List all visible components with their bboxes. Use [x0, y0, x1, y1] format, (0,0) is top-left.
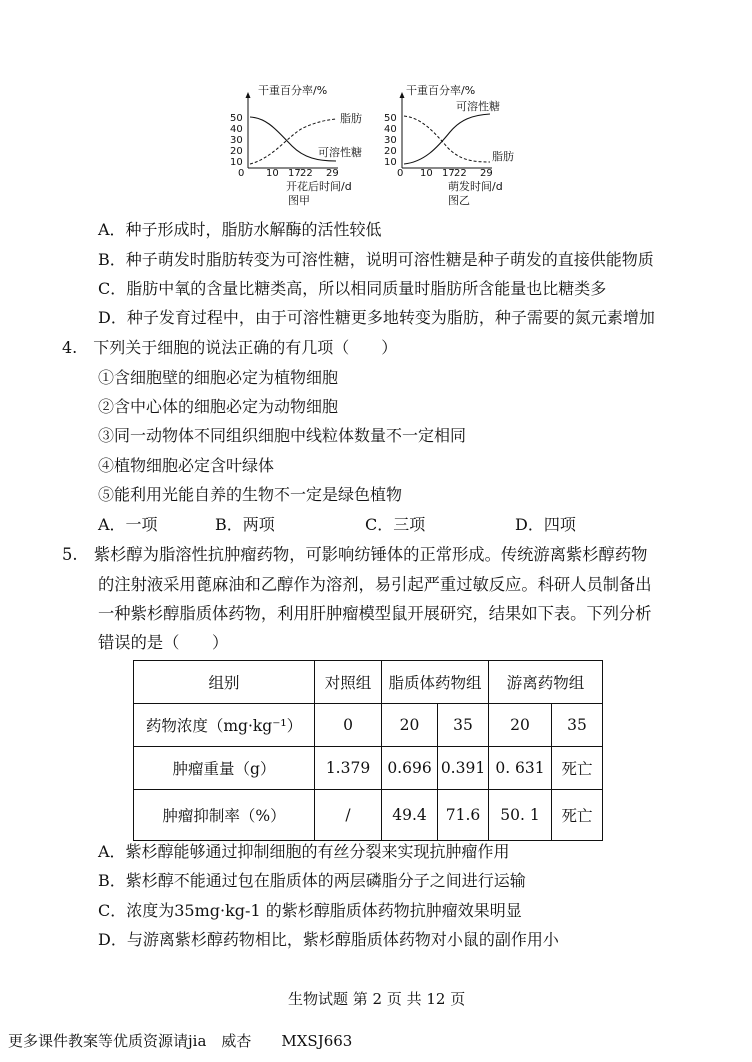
q5-option-c[interactable]: C．浓度为35mg·kg-1 的紫杉醇脂质体药物抗肿瘤效果明显 — [98, 901, 522, 920]
table-cell: 35 — [552, 704, 603, 747]
q3-option-c[interactable]: C．脂肪中氧的含量比糖类高，所以相同质量时脂肪所含能量也比糖类多 — [98, 279, 607, 298]
table-cell: 死亡 — [552, 747, 603, 790]
q4-item: ③同一动物体不同组织细胞中线粒体数量不一定相同 — [98, 426, 467, 445]
table-cell: 肿瘤重量（g） — [134, 747, 315, 790]
table-cell: 0.391 — [438, 747, 489, 790]
table-cell: 肿瘤抑制率（%） — [134, 790, 315, 841]
xtick: 22 — [454, 168, 467, 179]
table-cell: 1.379 — [315, 747, 382, 790]
q5-option-a[interactable]: A．紫杉醇能够通过抑制细胞的有丝分裂来实现抗肿瘤作用 — [98, 842, 510, 861]
fig-left-caption: 图甲 — [288, 194, 310, 207]
table-cell: 0 — [315, 704, 382, 747]
ytick: 50 — [230, 113, 243, 124]
table-cell: 0. 631 — [489, 747, 552, 790]
page-number: 生物试题 第 2 页 共 12 页 — [288, 990, 466, 1008]
figure-right — [382, 82, 532, 208]
q3-option-a[interactable]: A．种子形成时，脂肪水解酶的活性较低 — [98, 220, 382, 239]
table-header-cell: 组别 — [134, 661, 315, 704]
series-sugar-curve — [404, 114, 490, 164]
figure-left — [228, 82, 378, 208]
q4-item: ⑤能利用光能自养的生物不一定是绿色植物 — [98, 485, 403, 504]
ytick: 40 — [384, 124, 397, 135]
ytick: 10 — [384, 157, 397, 168]
results-table — [133, 660, 603, 841]
q4-item: ②含中心体的细胞必定为动物细胞 — [98, 397, 339, 416]
ytick: 0 — [397, 168, 404, 179]
series-label-fat: 脂肪 — [492, 150, 514, 163]
table-row — [134, 790, 603, 841]
q4-item: ①含细胞壁的细胞必定为植物细胞 — [98, 368, 339, 387]
series-fat-curve — [404, 116, 490, 162]
fig-right-xlabel: 萌发时间/d — [448, 180, 503, 193]
ytick: 10 — [230, 157, 243, 168]
table-header-cell: 脂质体药物组 — [382, 661, 489, 704]
xtick: 29 — [326, 168, 339, 179]
q4-option-a[interactable]: A．一项 — [98, 515, 158, 534]
ytick: 50 — [384, 113, 397, 124]
fig-right-caption: 图乙 — [448, 194, 470, 207]
xtick: 17 — [442, 168, 455, 179]
table-row — [134, 704, 603, 747]
ytick: 30 — [384, 135, 397, 146]
ytick: 40 — [230, 124, 243, 135]
q5-stem-line: 5. 紫杉醇为脂溶性抗肿瘤药物，可影响纺锤体的正常形成。传统游离紫杉醇药物 — [62, 545, 648, 564]
table-header-cell: 游离药物组 — [489, 661, 603, 704]
table-cell: 35 — [438, 704, 489, 747]
xtick: 10 — [266, 168, 279, 179]
q5-option-d[interactable]: D．与游离紫杉醇药物相比，紫杉醇脂质体药物对小鼠的副作用小 — [98, 930, 559, 949]
q5-stem-line: 错误的是（ ） — [98, 633, 229, 652]
q3-option-b[interactable]: B．种子萌发时脂肪转变为可溶性糖，说明可溶性糖是种子萌发的直接供能物质 — [98, 250, 654, 269]
table-row — [134, 661, 603, 704]
table-cell: 0.696 — [382, 747, 438, 790]
table-cell: 71.6 — [438, 790, 489, 841]
xtick: 10 — [420, 168, 433, 179]
table-cell: 20 — [382, 704, 438, 747]
table-cell: / — [315, 790, 382, 841]
q5-option-b[interactable]: B．紫杉醇不能通过包在脂质体的两层磷脂分子之间进行运输 — [98, 871, 526, 890]
table-cell: 49.4 — [382, 790, 438, 841]
q4-option-b[interactable]: B．两项 — [215, 515, 275, 534]
table-cell: 药物浓度（mg·kg⁻¹） — [134, 704, 315, 747]
table-cell: 20 — [489, 704, 552, 747]
ytick: 20 — [384, 146, 397, 157]
q4-item: ④植物细胞必定含叶绿体 — [98, 456, 275, 475]
xtick: 22 — [300, 168, 313, 179]
series-label-fat: 脂肪 — [340, 112, 362, 125]
fig-right-ylabel: 干重百分率/% — [406, 84, 476, 97]
table-cell: 50. 1 — [489, 790, 552, 841]
footer-note: 更多课件教案等优质资源请jia 威杏 MXSJ663 — [8, 1032, 353, 1050]
series-label-sugar: 可溶性糖 — [456, 100, 500, 113]
table-row — [134, 747, 603, 790]
q5-stem-line: 一种紫杉醇脂质体药物，利用肝肿瘤模型鼠开展研究，结果如下表。下列分析 — [98, 604, 652, 623]
ytick: 0 — [238, 168, 245, 179]
table-header-cell: 对照组 — [315, 661, 382, 704]
ytick: 20 — [230, 146, 243, 157]
fig-left-xlabel: 开花后时间/d — [286, 180, 352, 193]
xtick: 29 — [480, 168, 493, 179]
q4-option-d[interactable]: D．四项 — [515, 515, 576, 534]
q5-stem-line: 的注射液采用蓖麻油和乙醇作为溶剂，易引起严重过敏反应。科研人员制备出 — [98, 575, 652, 594]
fig-left-ylabel: 干重百分率/% — [258, 84, 328, 97]
q4-option-c[interactable]: C．三项 — [365, 515, 426, 534]
q4-stem: 4. 下列关于细胞的说法正确的有几项（ ） — [62, 338, 398, 357]
series-label-sugar: 可溶性糖 — [318, 146, 362, 159]
q3-option-d[interactable]: D．种子发育过程中，由于可溶性糖更多地转变为脂肪，种子需要的氮元素增加 — [98, 308, 655, 327]
ytick: 30 — [230, 135, 243, 146]
xtick: 17 — [288, 168, 301, 179]
table-cell: 死亡 — [552, 790, 603, 841]
